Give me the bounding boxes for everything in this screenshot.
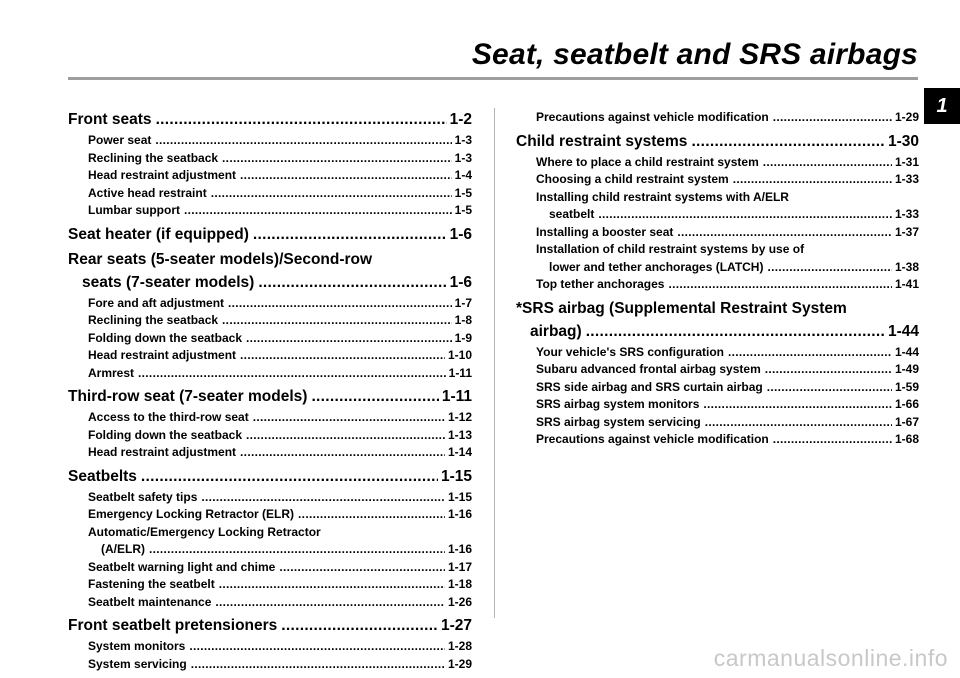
toc-entry-title: Installing child restraint systems with A/ELR — [536, 189, 789, 204]
toc-subsection-entry[interactable] — [516, 154, 919, 172]
dot-leader — [149, 541, 445, 559]
dot-leader — [215, 594, 445, 612]
toc-subsection-entry[interactable] — [68, 594, 472, 612]
toc-entry-page: 1-26 — [447, 594, 472, 609]
toc-entry-page: 1-29 — [894, 110, 919, 124]
watermark: carmanualsonline.info — [713, 645, 948, 671]
toc-subsection-entry[interactable] — [516, 344, 919, 362]
toc-entry-page: 1-15 — [447, 489, 472, 504]
dot-leader — [586, 321, 885, 342]
toc-right-column — [516, 109, 919, 449]
dot-leader — [733, 171, 892, 189]
toc-section-entry[interactable] — [68, 272, 472, 293]
dot-leader — [763, 154, 892, 172]
dot-leader — [240, 347, 445, 365]
toc-entry-title: Head restraint adjustment — [88, 348, 237, 362]
toc-subsection-entry[interactable] — [68, 576, 472, 594]
toc-subsection-entry[interactable] — [68, 150, 472, 168]
toc-section-entry[interactable] — [516, 131, 919, 152]
dot-leader — [705, 414, 892, 432]
toc-section-entry[interactable] — [68, 615, 472, 636]
page-title: Seat, seatbelt and SRS airbags — [471, 38, 918, 71]
dot-leader — [222, 312, 452, 330]
toc-subsection-entry[interactable] — [68, 167, 472, 185]
toc-entry-title: Precautions against vehicle modification — [536, 432, 769, 446]
toc-subsection-entry[interactable] — [68, 365, 472, 383]
toc-entry-page: 1-59 — [894, 379, 919, 394]
toc-entry-title: Power seat — [88, 133, 152, 147]
toc-entry-page: 1-66 — [894, 397, 919, 411]
toc-entry-title: Seatbelt safety tips — [88, 489, 198, 504]
toc-entry-page: 1-44 — [887, 322, 919, 340]
toc-entry-title: Fore and aft adjustment — [88, 295, 225, 310]
toc-entry-page: 1-16 — [447, 542, 472, 556]
toc-entry-title: Third-row seat (7-seater models) — [68, 388, 308, 405]
toc-subsection-entry[interactable] — [68, 524, 472, 542]
toc-entry-title: Top tether anchorages — [536, 277, 665, 291]
toc-entry-title: Seatbelt maintenance — [88, 594, 212, 609]
toc-entry-page: 1-17 — [447, 559, 472, 574]
dot-leader — [228, 295, 452, 313]
toc-entry-page: 1-31 — [894, 154, 919, 169]
toc-entry-page: 1-30 — [887, 132, 919, 150]
toc-entry-page: 1-3 — [454, 133, 472, 147]
toc-section-entry[interactable] — [68, 249, 472, 270]
toc-entry-page: 1-28 — [447, 639, 472, 653]
dot-leader — [141, 466, 438, 487]
dot-leader — [773, 431, 892, 449]
toc-entry-page: 1-41 — [894, 277, 919, 291]
toc-subsection-entry[interactable] — [68, 656, 472, 674]
toc-subsection-entry[interactable] — [516, 241, 919, 259]
toc-entry-page: 1-2 — [449, 111, 472, 128]
toc-entry-title: Head restraint adjustment — [88, 168, 237, 182]
toc-entry-page: 1-12 — [447, 410, 472, 424]
dot-leader — [258, 272, 446, 293]
dot-leader — [253, 224, 447, 245]
toc-subsection-entry[interactable] — [516, 259, 919, 277]
dot-leader — [222, 150, 452, 168]
title-rule — [68, 77, 918, 80]
toc-section-entry[interactable] — [68, 109, 472, 130]
toc-left-column — [68, 109, 472, 673]
dot-leader — [155, 132, 451, 150]
toc-entry-page: 1-33 — [894, 172, 919, 186]
toc-entry-title: SRS airbag system monitors — [536, 397, 700, 411]
toc-subsection-entry[interactable] — [68, 295, 472, 313]
toc-entry-page: 1-29 — [447, 656, 472, 671]
toc-entry-page: 1-38 — [894, 259, 919, 274]
toc-entry-title: Front seats — [68, 111, 152, 128]
dot-leader — [765, 361, 892, 379]
toc-entry-page: 1-5 — [454, 185, 472, 200]
toc-section-entry[interactable] — [516, 321, 919, 342]
toc-entry-title: Fastening the seatbelt — [88, 577, 215, 591]
dot-leader — [211, 185, 452, 203]
toc-subsection-entry[interactable] — [68, 427, 472, 445]
dot-leader — [767, 379, 892, 397]
toc-entry-title: Emergency Locking Retractor (ELR) — [88, 507, 295, 521]
toc-entry-page: 1-3 — [454, 150, 472, 165]
toc-entry-title: Installing a booster seat — [536, 224, 674, 239]
toc-entry-title: Seatbelt warning light and chime — [88, 559, 276, 574]
toc-entry-page: 1-37 — [894, 224, 919, 239]
toc-entry-title: Folding down the seatback — [88, 427, 243, 442]
dot-leader — [598, 206, 892, 224]
toc-entry-title: *SRS airbag (Supplemental Restraint System — [516, 299, 847, 317]
dot-leader — [189, 638, 445, 656]
toc-subsection-entry[interactable] — [516, 414, 919, 432]
dot-leader — [668, 276, 892, 294]
toc-subsection-entry[interactable] — [68, 559, 472, 577]
dot-leader — [138, 365, 446, 383]
toc-subsection-entry[interactable] — [68, 489, 472, 507]
toc-subsection-entry[interactable] — [516, 189, 919, 207]
toc-entry-page: 1-49 — [894, 362, 919, 376]
dot-leader — [767, 259, 891, 277]
toc-entry-page: 1-8 — [454, 313, 472, 327]
toc-subsection-entry[interactable] — [68, 444, 472, 462]
dot-leader — [311, 386, 438, 407]
toc-subsection-entry[interactable] — [516, 276, 919, 294]
toc-subsection-entry[interactable] — [516, 109, 919, 127]
toc-entry-page: 1-16 — [447, 507, 472, 521]
toc-entry-title: Automatic/Emergency Locking Retractor — [88, 524, 321, 539]
toc-section-entry[interactable] — [68, 466, 472, 487]
toc-section-entry[interactable] — [516, 298, 919, 319]
toc-entry-page: 1-15 — [440, 467, 472, 485]
toc-subsection-entry[interactable] — [68, 132, 472, 150]
toc-subsection-entry[interactable] — [516, 379, 919, 397]
toc-entry-title: Choosing a child restraint system — [536, 172, 729, 186]
toc-subsection-entry[interactable] — [68, 541, 472, 559]
toc-entry-title: Rear seats (5-seater models)/Second-row — [68, 250, 373, 268]
toc-entry-page: 1-11 — [441, 388, 472, 405]
toc-entry-title: airbag) — [530, 322, 582, 340]
toc-entry-title: Head restraint adjustment — [88, 445, 237, 459]
toc-entry-title: SRS side airbag and SRS curtain airbag — [536, 379, 763, 394]
toc-entry-page: 1-18 — [447, 577, 472, 591]
toc-subsection-entry[interactable] — [68, 312, 472, 330]
toc-entry-title: Access to the third-row seat — [88, 410, 249, 424]
toc-subsection-entry[interactable] — [516, 171, 919, 189]
toc-entry-title: seatbelt — [549, 207, 595, 221]
dot-leader — [773, 109, 892, 127]
toc-entry-title: Armrest — [88, 365, 135, 380]
toc-entry-page: 1-14 — [447, 445, 472, 459]
toc-entry-page: 1-44 — [894, 344, 919, 359]
toc-subsection-entry[interactable] — [68, 202, 472, 220]
dot-leader — [281, 615, 438, 636]
dot-leader — [156, 109, 447, 130]
toc-entry-page: 1-11 — [448, 365, 472, 380]
dot-leader — [184, 202, 452, 220]
toc-entry-title: SRS airbag system servicing — [536, 414, 701, 429]
dot-leader — [191, 656, 445, 674]
dot-leader — [298, 506, 445, 524]
toc-entry-page: 1-13 — [447, 427, 472, 442]
toc-entry-page: 1-5 — [454, 203, 472, 217]
toc-subsection-entry[interactable] — [516, 361, 919, 379]
toc-entry-page: 1-9 — [454, 330, 472, 345]
dot-leader — [219, 576, 445, 594]
toc-subsection-entry[interactable] — [68, 409, 472, 427]
toc-entry-title: Installation of child restraint systems by use of — [536, 242, 805, 256]
toc-entry-title: Reclining the seatback — [88, 150, 219, 165]
toc-entry-title: Subaru advanced frontal airbag system — [536, 362, 761, 376]
toc-entry-title: Seat heater (if equipped) — [68, 225, 249, 243]
toc-entry-page: 1-6 — [449, 225, 472, 243]
dot-leader — [201, 489, 445, 507]
toc-entry-title: Lumbar support — [88, 203, 180, 217]
toc-entry-page: 1-33 — [894, 207, 919, 221]
toc-entry-page: 1-7 — [454, 295, 472, 310]
toc-entry-page: 1-68 — [894, 432, 919, 446]
toc-entry-title: Where to place a child restraint system — [536, 154, 759, 169]
toc-entry-title: Child restraint systems — [516, 132, 688, 150]
dot-leader — [703, 396, 892, 414]
toc-entry-page: 1-4 — [454, 168, 472, 182]
toc-subsection-entry[interactable] — [68, 330, 472, 348]
dot-leader — [677, 224, 892, 242]
toc-entry-title: Front seatbelt pretensioners — [68, 617, 278, 634]
toc-entry-page: 1-67 — [894, 414, 919, 429]
toc-entry-title: Your vehicle's SRS configuration — [536, 344, 724, 359]
toc-entry-page: 1-6 — [449, 273, 472, 291]
toc-section-entry[interactable] — [68, 224, 472, 245]
toc-subsection-entry[interactable] — [516, 396, 919, 414]
toc-entry-title: seats (7-seater models) — [82, 273, 255, 291]
toc-entry-title: Folding down the seatback — [88, 330, 243, 345]
toc-subsection-entry[interactable] — [68, 638, 472, 656]
dot-leader — [240, 444, 445, 462]
dot-leader — [246, 330, 452, 348]
dot-leader — [279, 559, 445, 577]
toc-entry-title: Precautions against vehicle modification — [536, 110, 769, 124]
toc-entry-title: System monitors — [88, 639, 186, 653]
toc-entry-title: (A/ELR) — [101, 542, 145, 556]
dot-leader — [253, 409, 445, 427]
toc-entry-page: 1-10 — [447, 348, 472, 362]
toc-entry-title: lower and tether anchorages (LATCH) — [549, 259, 764, 274]
dot-leader — [246, 427, 445, 445]
toc-entry-title: Active head restraint — [88, 185, 207, 200]
toc-entry-title: Seatbelts — [68, 467, 137, 485]
dot-leader — [240, 167, 452, 185]
toc-section-entry[interactable] — [68, 386, 472, 407]
toc-subsection-entry[interactable] — [516, 206, 919, 224]
toc-subsection-entry[interactable] — [68, 185, 472, 203]
toc-entry-title: System servicing — [88, 656, 187, 671]
column-divider — [494, 108, 495, 618]
toc-subsection-entry[interactable] — [68, 347, 472, 365]
toc-subsection-entry[interactable] — [516, 431, 919, 449]
toc-entry-title: Reclining the seatback — [88, 313, 219, 327]
toc-subsection-entry[interactable] — [516, 224, 919, 242]
dot-leader — [691, 131, 885, 152]
toc-entry-page: 1-27 — [440, 617, 472, 634]
toc-subsection-entry[interactable] — [68, 506, 472, 524]
chapter-tab: 1 — [924, 88, 960, 124]
dot-leader — [728, 344, 892, 362]
